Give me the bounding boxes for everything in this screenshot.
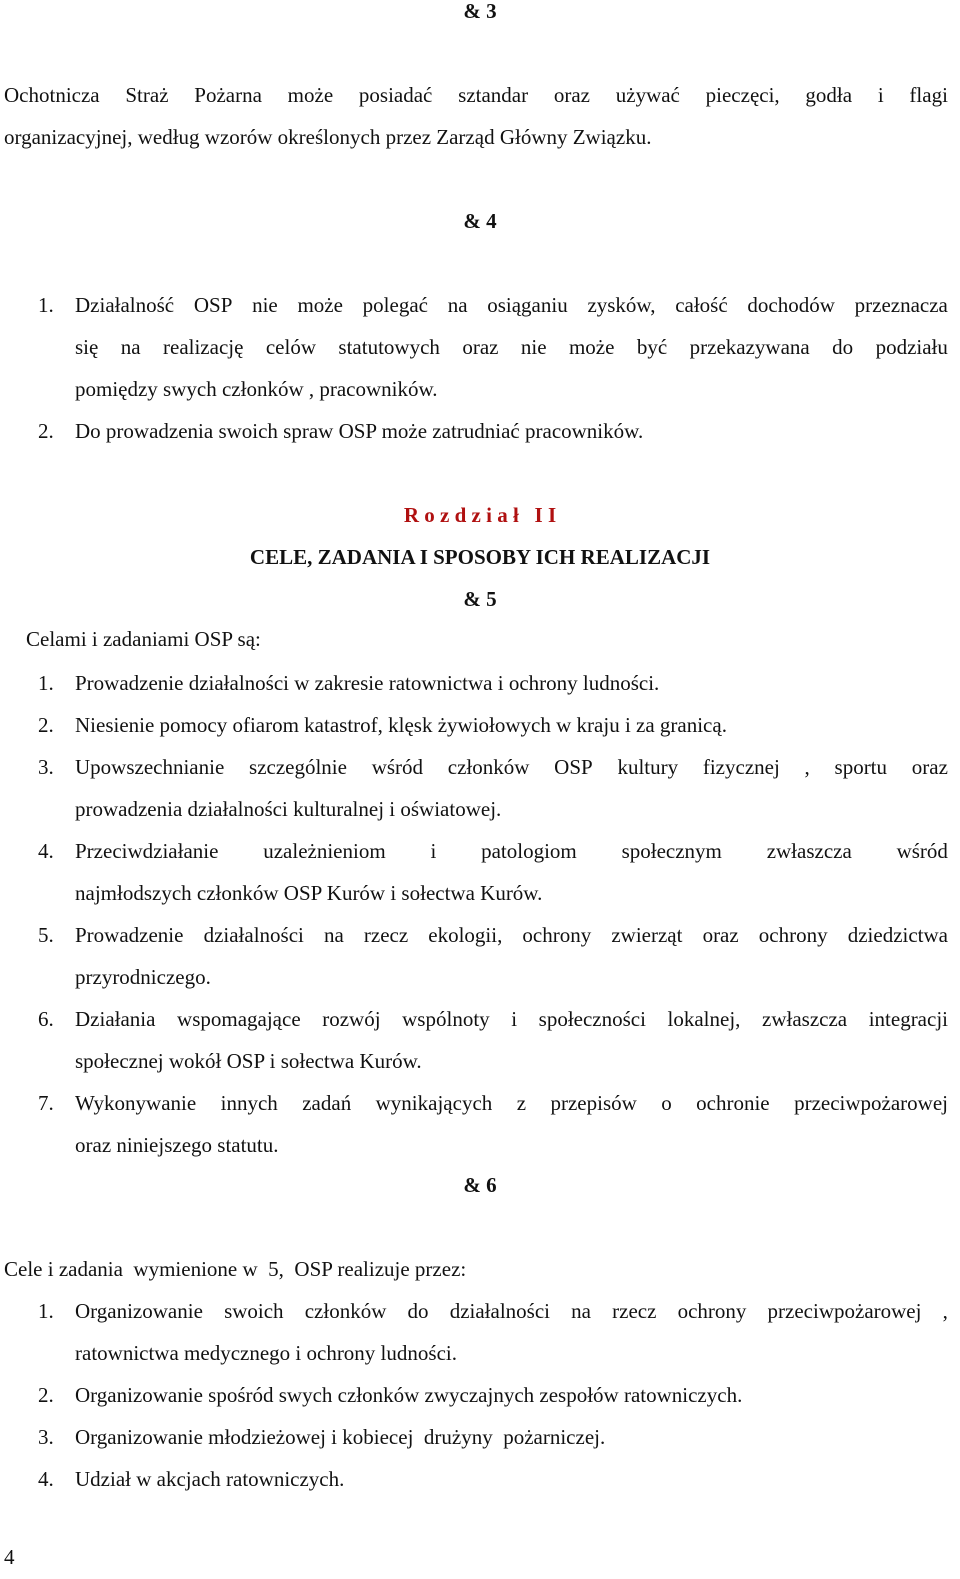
section-5-item-6-word: społeczności xyxy=(538,1007,646,1031)
section-5-item-7-number: 7. xyxy=(38,1091,54,1115)
section-5-item-4-word: patologiom xyxy=(481,839,577,863)
section-4-item-1-line-1-word: OSP xyxy=(193,293,233,317)
section-6-heading: & 6 xyxy=(463,1173,497,1197)
section-4-item-1-line-1-word: może xyxy=(297,293,343,317)
section-5-item-2-number: 2. xyxy=(38,713,54,737)
section-6-item-1-word: swoich xyxy=(224,1299,284,1323)
section-5-item-7-word: o xyxy=(661,1091,672,1115)
section-4-item-1-line-2-word: podziału xyxy=(875,335,948,359)
section-5-item-5-word: rzecz xyxy=(363,923,409,947)
section-5-item-4-word: wśród xyxy=(896,839,948,863)
section-4-item-1-line-1-word: polegać xyxy=(362,293,428,317)
section-5-item-7-word: przeciwpożarowej xyxy=(794,1091,948,1115)
section-5-item-5-word: dziedzictwa xyxy=(847,923,948,947)
section-4-item-2-number: 2. xyxy=(38,419,54,443)
section-5-item-6-word: Działania xyxy=(75,1007,156,1031)
section-4-item-1-line-2-word: na xyxy=(120,335,141,359)
section-3-line-1-word: Straż xyxy=(125,83,169,107)
chapter-label: R o z d z i a ł I I xyxy=(403,503,557,527)
section-4-item-1-line-2-word: przekazywana xyxy=(689,335,810,359)
section-4-heading: & 4 xyxy=(463,209,497,233)
section-4-item-1-line-2-word: nie xyxy=(520,335,547,359)
section-4-item-1-line-1-word: całość xyxy=(675,293,728,317)
section-5-item-5-word: ochrony xyxy=(522,923,592,947)
page-number: 4 xyxy=(4,1545,15,1569)
section-3-heading: & 3 xyxy=(463,0,497,23)
section-5-item-3-line-1 xyxy=(75,754,948,780)
section-4-item-1-line-2-word: oraz xyxy=(462,335,499,359)
section-6-intro: Cele i zadania wymienione w 5, OSP realizuje przez: xyxy=(4,1257,467,1281)
section-3-line-1-word: pieczęci, xyxy=(705,83,780,107)
section-4-item-1-line-2-word: statutowych xyxy=(338,335,440,359)
section-4-item-1-line-1-word: dochodów xyxy=(747,293,835,317)
section-5-item-6-word: integracji xyxy=(868,1007,948,1031)
section-6-item-2-number: 2. xyxy=(38,1383,54,1407)
section-4-item-1-line-2-word: do xyxy=(832,335,854,359)
section-5-item-4-word: społecznym xyxy=(621,839,722,863)
section-6-item-3-line-1: Organizowanie młodzieżowej i kobiecej drużyny pożarniczej. xyxy=(75,1425,606,1449)
section-5-item-2-line-1: Niesienie pomocy ofiarom katastrof, klęsk żywiołowych w kraju i za granicą. xyxy=(75,713,727,737)
section-4-item-2-text: Do prowadzenia swoich spraw OSP może zatrudniać pracowników. xyxy=(75,419,644,443)
section-5-item-7-line-2: oraz niniejszego statutu. xyxy=(75,1133,279,1157)
section-5-intro: Celami i zadaniami OSP są: xyxy=(26,627,261,651)
section-4-item-1-line-1-word: osiąganiu xyxy=(487,293,568,317)
section-5-item-1-line-1: Prowadzenie działalności w zakresie ratownictwa i ochrony ludności. xyxy=(75,671,660,695)
section-6-item-1-word: członków xyxy=(304,1299,387,1323)
section-6-item-1-word: do xyxy=(407,1299,429,1323)
section-5-item-3-word: , xyxy=(804,755,810,779)
section-5-item-5-word: ekologii, xyxy=(428,923,503,947)
section-5-item-5-line-1 xyxy=(75,922,948,948)
section-5-item-6-number: 6. xyxy=(38,1007,54,1031)
section-4-item-1-line-1 xyxy=(75,292,948,318)
section-5-item-4-number: 4. xyxy=(38,839,54,863)
section-6-item-1-line-1 xyxy=(75,1298,948,1324)
section-3-line-1-word: oraz xyxy=(553,83,590,107)
section-3-line-1-word: flagi xyxy=(909,83,948,107)
section-4-item-1-line-2-word: się xyxy=(75,335,99,359)
section-5-item-5-word: działalności xyxy=(203,923,304,947)
section-5-item-3-word: oraz xyxy=(911,755,948,779)
section-5-item-4-word: uzależnieniom xyxy=(263,839,386,863)
section-4-item-1-line-2-word: celów xyxy=(265,335,316,359)
section-4-item-1-line-2-word: może xyxy=(568,335,615,359)
section-5-item-5-word: Prowadzenie xyxy=(75,923,184,947)
section-5-item-3-word: członków xyxy=(447,755,530,779)
section-3-line-1-word: Pożarna xyxy=(194,83,262,107)
section-4-item-1-line-2-word: realizację xyxy=(163,335,244,359)
section-5-item-3-word: szczególnie xyxy=(249,755,347,779)
section-5-item-1-number: 1. xyxy=(38,671,54,695)
section-5-item-6-word: rozwój xyxy=(322,1007,381,1031)
section-5-item-3-line-2: prowadzenia działalności kulturalnej i oświatowej. xyxy=(75,797,502,821)
section-4-item-1-line-2 xyxy=(75,334,948,360)
section-5-item-5-line-2: przyrodniczego. xyxy=(75,965,211,989)
section-5-item-7-word: ochronie xyxy=(696,1091,770,1115)
section-4-item-1-line-3: pomiędzy swych członków , pracowników. xyxy=(75,377,438,401)
section-6-item-1-word: ochrony xyxy=(677,1299,747,1323)
section-4-item-1-line-1-word: nie xyxy=(252,293,278,317)
section-3-paragraph-line-1 xyxy=(4,82,948,108)
section-4-item-1-line-1-word: przeznacza xyxy=(854,293,948,317)
section-5-item-3-number: 3. xyxy=(38,755,54,779)
section-5-item-4-line-1 xyxy=(75,838,948,864)
section-5-item-7-word: innych xyxy=(220,1091,278,1115)
section-5-item-6-line-2: społecznej wokół OSP i sołectwa Kurów. xyxy=(75,1049,422,1073)
section-5-item-6-line-1 xyxy=(75,1006,948,1032)
section-5-item-6-word: i xyxy=(511,1007,518,1031)
section-3-line-1-word: może xyxy=(287,83,334,107)
section-5-item-6-word: wspólnoty xyxy=(402,1007,490,1031)
section-4-item-1-line-1-word: zysków, xyxy=(587,293,656,317)
chapter-title: CELE, ZADANIA I SPOSOBY ICH REALIZACJI xyxy=(249,545,711,569)
section-3-line-1-word: godła xyxy=(805,83,853,107)
section-5-item-7-word: wynikających xyxy=(375,1091,493,1115)
section-5-item-3-word: fizycznej xyxy=(702,755,780,779)
section-3-line-1-word: i xyxy=(877,83,884,107)
section-3-line-1-word: Ochotnicza xyxy=(4,83,100,107)
section-5-item-4-word: zwłaszcza xyxy=(766,839,852,863)
section-5-item-3-word: OSP xyxy=(554,755,593,779)
section-5-item-7-word: przepisów xyxy=(550,1091,637,1115)
section-6-item-1-word: przeciwpożarowej xyxy=(767,1299,922,1323)
section-6-item-1-word: działalności xyxy=(449,1299,550,1323)
section-5-heading: & 5 xyxy=(463,587,497,611)
section-5-item-6-word: lokalnej, xyxy=(667,1007,741,1031)
section-5-item-7-word: Wykonywanie xyxy=(75,1091,197,1115)
section-3-line-1-word: posiadać xyxy=(358,83,433,107)
section-6-item-1-number: 1. xyxy=(38,1299,54,1323)
section-5-item-6-word: wspomagające xyxy=(177,1007,301,1031)
section-5-item-5-word: zwierząt xyxy=(611,923,683,947)
section-5-item-5-word: oraz xyxy=(702,923,739,947)
section-5-item-3-word: kultury xyxy=(617,755,679,779)
section-6-item-4-line-1: Udział w akcjach ratowniczych. xyxy=(75,1467,345,1491)
section-6-item-4-number: 4. xyxy=(38,1467,54,1491)
section-5-item-5-word: ochrony xyxy=(758,923,828,947)
section-3-line-1-word: sztandar xyxy=(458,83,529,107)
section-5-item-6-word: zwłaszcza xyxy=(762,1007,848,1031)
section-6-item-1-word: na xyxy=(571,1299,591,1323)
section-6-item-2-line-1: Organizowanie spośród swych członków zwyczajnych zespołów ratowniczych. xyxy=(75,1383,743,1407)
section-5-item-4-word: i xyxy=(430,839,437,863)
section-4-item-1-line-2-word: być xyxy=(636,335,668,359)
section-5-item-3-word: wśród xyxy=(371,755,424,779)
section-6-item-3-number: 3. xyxy=(38,1425,54,1449)
section-5-item-3-word: Upowszechnianie xyxy=(75,755,225,779)
section-6-item-1-word: Organizowanie xyxy=(75,1299,203,1323)
section-5-item-7-word: zadań xyxy=(302,1091,352,1115)
section-3-paragraph-line-2: organizacyjnej, według wzorów określonych przez Zarząd Główny Związku. xyxy=(4,125,652,149)
section-5-item-4-word: Przeciwdziałanie xyxy=(75,839,219,863)
section-4-item-1-number: 1. xyxy=(38,293,54,317)
section-5-item-7-word: z xyxy=(516,1091,527,1115)
section-4-item-1-line-1-word: na xyxy=(447,293,468,317)
section-6-item-1-word: rzecz xyxy=(612,1299,657,1323)
section-5-item-5-word: na xyxy=(323,923,344,947)
section-3-line-1-word: używać xyxy=(615,83,680,107)
section-6-item-1-word: , xyxy=(942,1299,948,1323)
section-6-item-1-line-2: ratownictwa medycznego i ochrony ludności. xyxy=(75,1341,457,1365)
section-5-item-4-line-2: najmłodszych członków OSP Kurów i sołectwa Kurów. xyxy=(75,881,543,905)
section-5-item-3-word: sportu xyxy=(834,755,888,779)
section-4-item-1-line-1-word: Działalność xyxy=(75,293,175,317)
section-5-item-5-number: 5. xyxy=(38,923,54,947)
section-5-item-7-line-1 xyxy=(75,1090,948,1116)
